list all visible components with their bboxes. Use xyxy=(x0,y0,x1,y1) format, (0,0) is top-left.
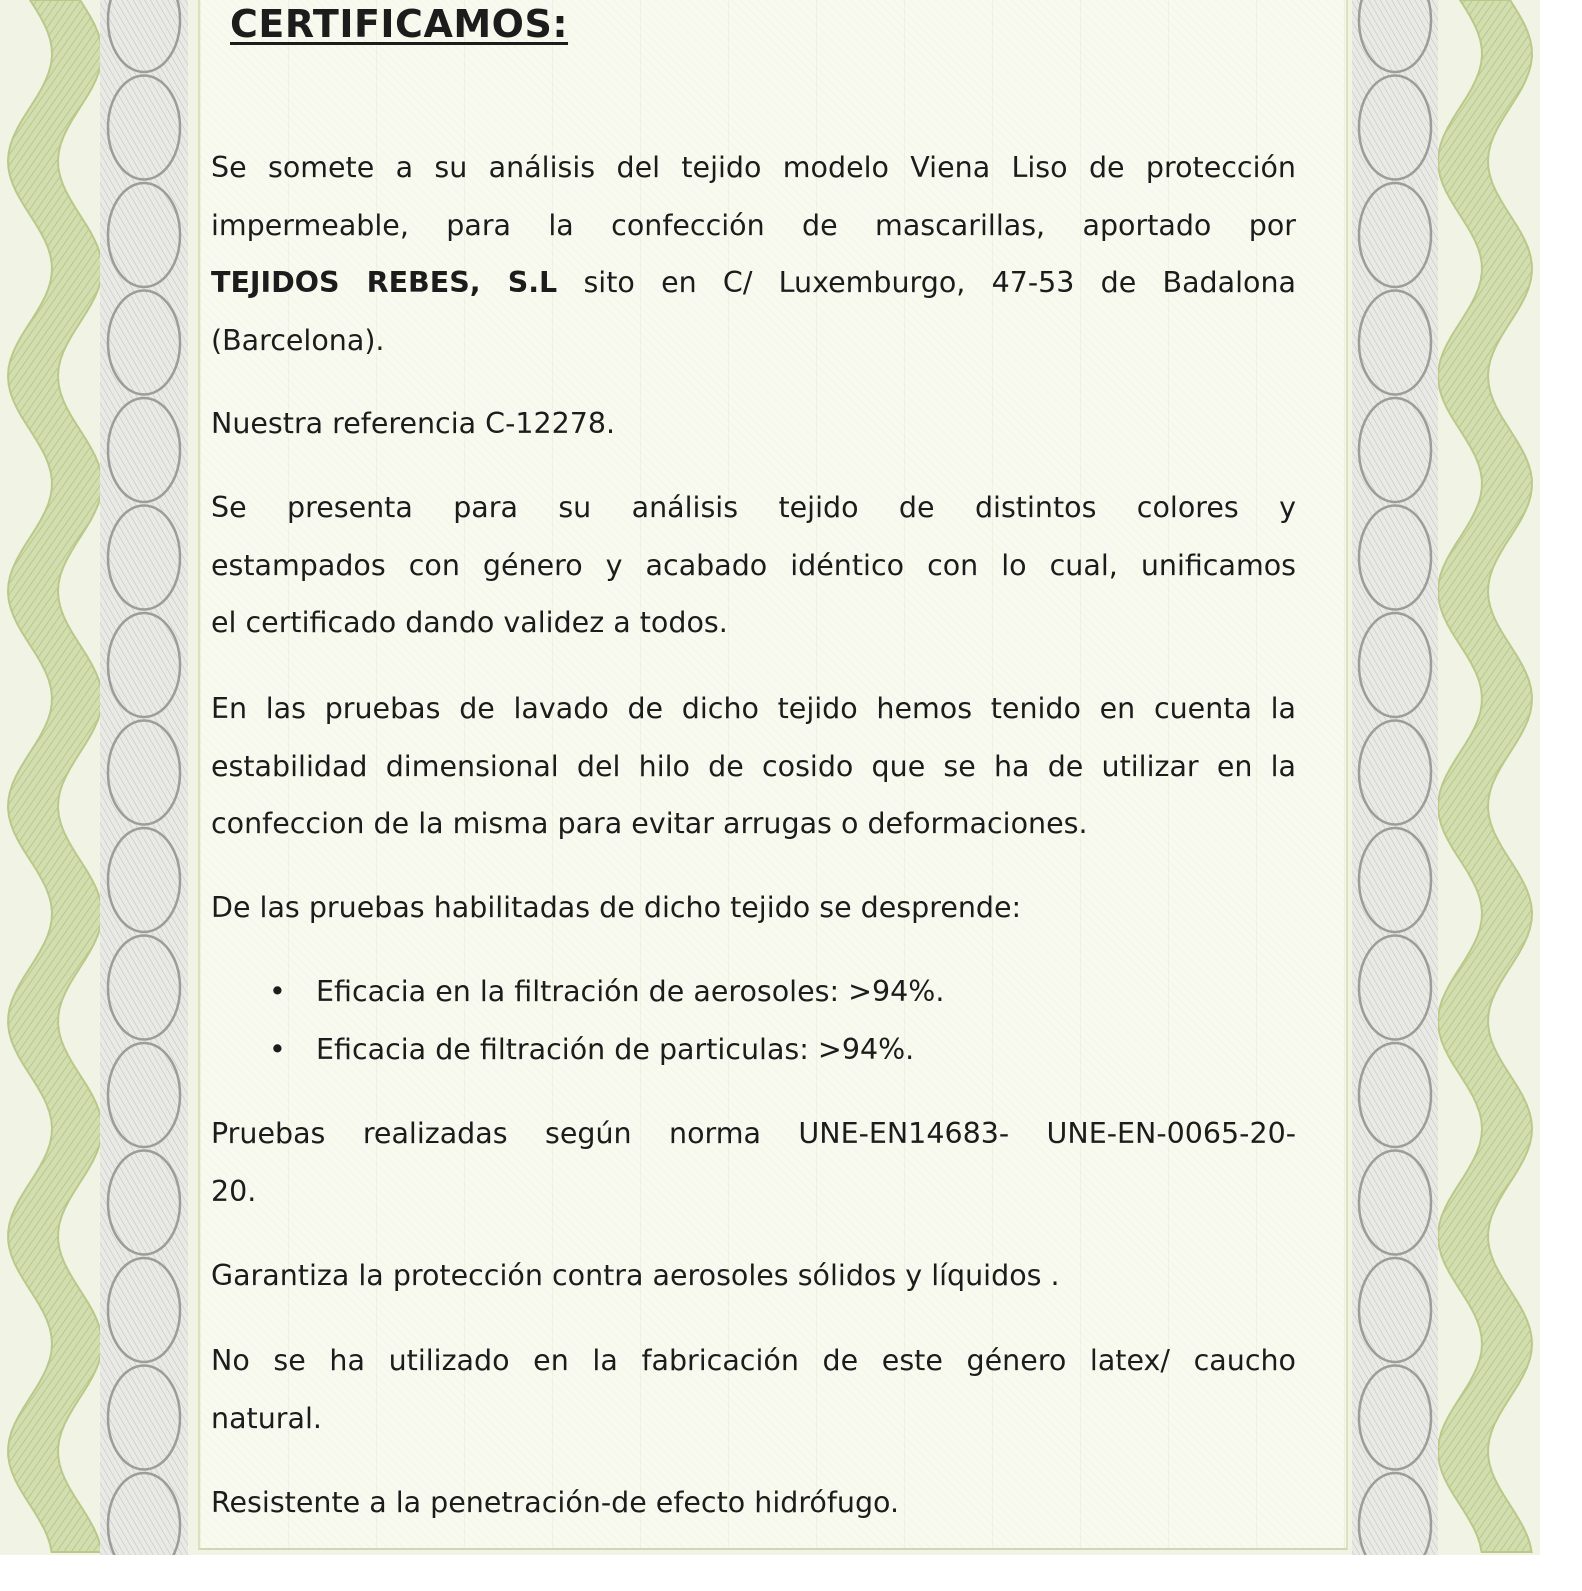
paragraph-washing-tests xyxy=(211,680,1296,853)
text-line: Pruebas realizadas según norma UNE-EN14683- UNE-EN-0065-20- xyxy=(211,1117,1296,1150)
paragraph-results-intro xyxy=(211,879,1296,937)
text-line: impermeable, para la confección de mascarillas, aportado por xyxy=(211,208,1296,242)
company-address: sito en C/ Luxemburgo, 47-53 de Badalona xyxy=(557,266,1296,299)
text-line: el certificado dando validez a todos. xyxy=(211,606,728,639)
aerosol-filtration-result: Eficacia en la filtración de aerosoles: >94%. xyxy=(316,975,945,1008)
text-line: Se somete a su análisis del tejido modelo Viena Liso de protección xyxy=(211,151,1296,184)
paragraph-reference xyxy=(211,395,1296,453)
text-line xyxy=(211,254,1296,312)
text-line: estabilidad dimensional del hilo de cosido que se ha de utilizar en la xyxy=(211,749,1296,783)
particle-filtration-result: Eficacia de filtración de particulas: >94%. xyxy=(316,1033,915,1066)
text-line: En las pruebas de lavado de dicho tejido hemos tenido en cuenta la xyxy=(211,692,1296,725)
text-line: De las pruebas habilitadas de dicho tejido se desprende: xyxy=(211,891,1022,924)
paragraph-sample-analysis xyxy=(211,139,1296,369)
text-line: 20. xyxy=(211,1174,257,1208)
text-line: No se ha utilizado en la fabricación de este género latex/ caucho xyxy=(211,1344,1296,1377)
text-line: natural. xyxy=(211,1401,322,1435)
text-line: Garantiza la protección contra aerosoles sólidos y líquidos . xyxy=(211,1259,1060,1292)
reference-number: Nuestra referencia C-12278. xyxy=(211,407,616,440)
text-line: estampados con género y acabado idéntico con lo cual, unificamos xyxy=(211,548,1296,582)
text-line: Resistente a la penetración-de efecto hidrófugo. xyxy=(211,1486,900,1519)
paragraph-colors xyxy=(211,479,1296,652)
text-line: Se presenta para su análisis tejido de distintos colores y xyxy=(211,491,1296,524)
paragraph-latex xyxy=(211,1332,1296,1447)
text-line: confeccion de la misma para evitar arrugas o deformaciones. xyxy=(211,807,1088,840)
certificate-heading: CERTIFICAMOS: xyxy=(230,2,569,46)
paragraph-hydrophobic xyxy=(211,1474,1296,1532)
text-line: (Barcelona). xyxy=(211,323,385,357)
paragraph-guarantee xyxy=(211,1247,1296,1305)
company-name: TEJIDOS REBES, S.L xyxy=(211,266,558,299)
bullet-icon: • xyxy=(269,1033,286,1066)
paragraph-standards xyxy=(211,1105,1296,1220)
bullet-icon: • xyxy=(269,975,286,1008)
